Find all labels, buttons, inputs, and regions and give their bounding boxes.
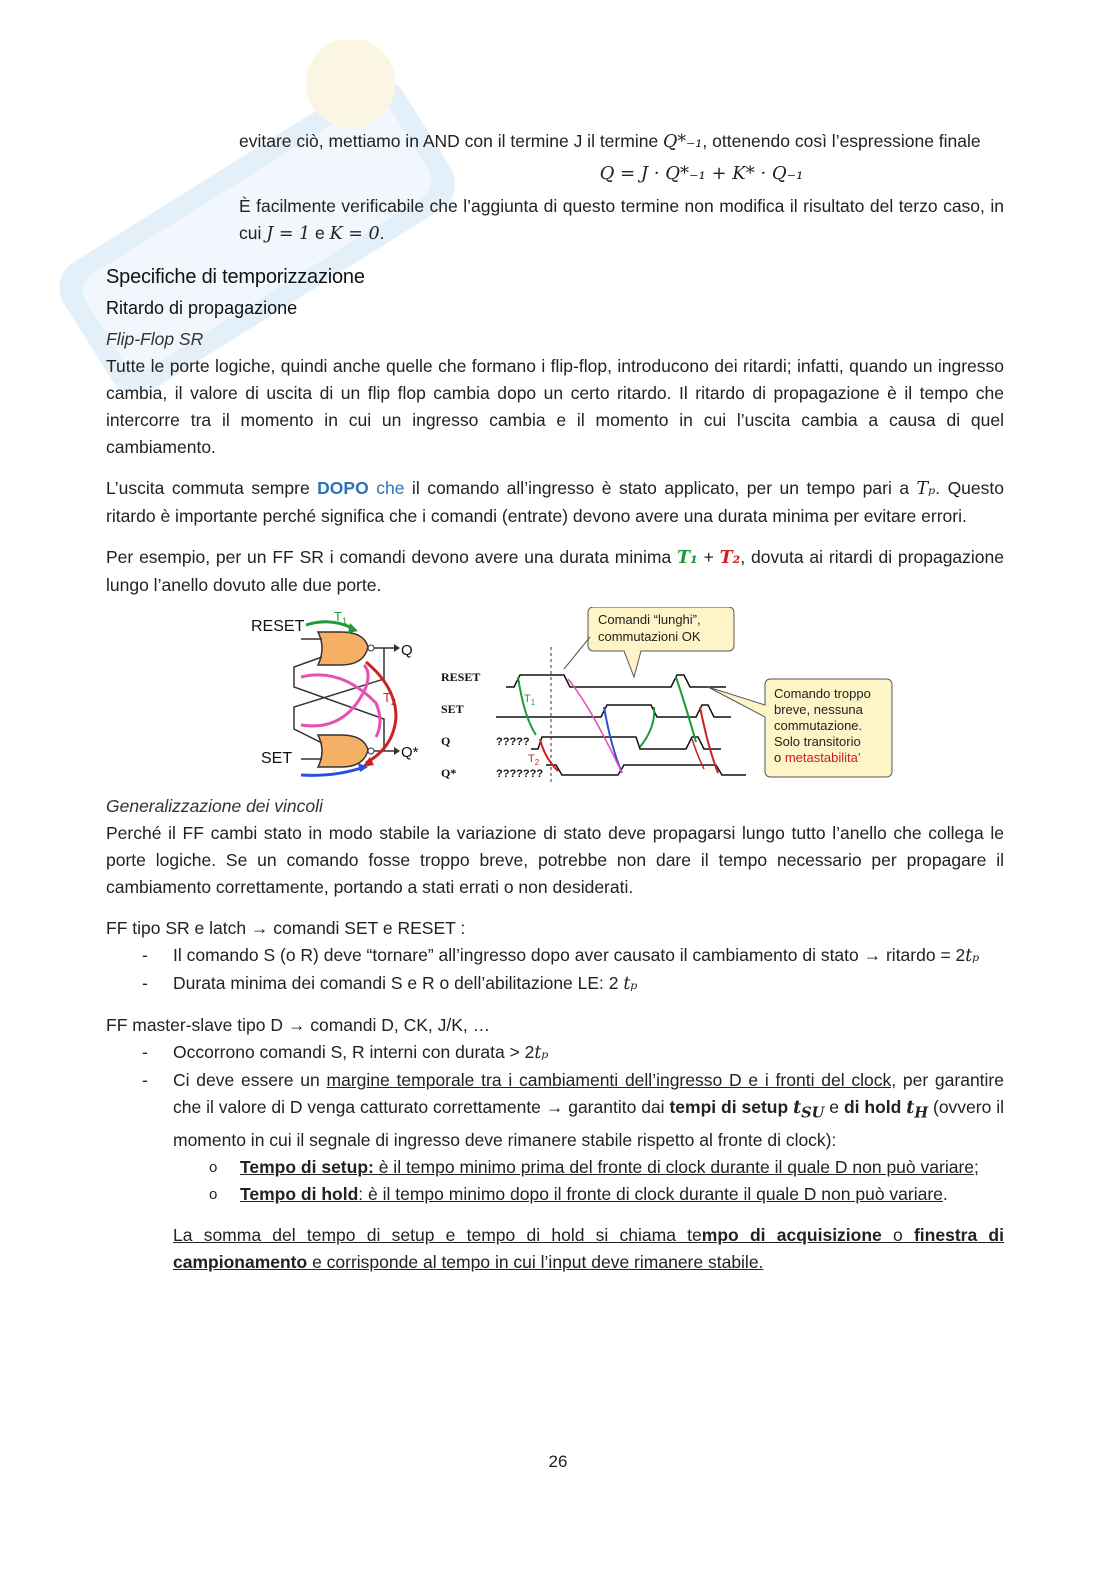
nor-bubble-top xyxy=(368,645,374,651)
list-item: - Ci deve essere un margine temporale tra i cambiamenti dell’ingresso D e i fronti del clock, per garantire che il valore di D venga catturato correttamente → garantito dai tempi di setup $t_{SU}$ e di hold $t_H$ (ovvero il momento in cui il segnale di ingresso deve rimanere stabile rispetto al fronte di clock): o Tempo di setup: è il tempo minimo prima del fronte di clock durante il quale D non può variare; o Tempo di hold: è il tempo minimo dopo il fronte di clock durante il quale D non può variare. xyxy=(142,1067,1004,1208)
list-item: - Occorrono comandi S, R interni con durata > 2tₚ xyxy=(142,1039,1004,1067)
master-slave-heading: FF master-slave tipo D → comandi D, CK, J/K, … xyxy=(106,1015,491,1035)
list-item: o Tempo di hold: è il tempo minimo dopo il fronte di clock durante il quale D non può variare. xyxy=(209,1181,1004,1208)
generalization-paragraph: Perché il FF cambi stato in modo stabile la variazione di stato deve propagarsi lungo tutto l’anello che collega le porte logiche. Se un comando fosse troppo breve, potrebbe non dare il tempo necessario per propagare il cambiamento correttamente, portando a stati errati o non desiderati. xyxy=(106,823,1004,897)
qstar-unknown: ??????? xyxy=(496,768,544,780)
timing-t2: $T_2$ xyxy=(528,753,540,767)
callout1-line1: Comandi “lunghi”, xyxy=(598,612,701,627)
generalization-heading: Generalizzazione dei vincoli xyxy=(106,796,323,816)
sr-latch-list xyxy=(106,942,1004,998)
callout2-line5: o metastabilita’ xyxy=(774,750,861,765)
callout2-line4: Solo transitorio xyxy=(774,734,861,749)
callout2-line3: commutazione. xyxy=(774,718,863,733)
master-slave-list xyxy=(106,1039,1004,1208)
subsection-title: Ritardo di propagazione xyxy=(106,298,298,318)
label-qstar: Q* xyxy=(401,744,419,761)
section-title: Specifiche di temporizzazione xyxy=(106,266,365,288)
t2-term: T₂ xyxy=(719,548,741,568)
callout2-line1: Comando troppo xyxy=(774,686,871,701)
timing-sublist xyxy=(173,1154,1004,1208)
nor-gate-bottom xyxy=(318,735,368,767)
list-item: o Tempo di setup: è il tempo minimo prima del fronte di clock durante il quale D non può variare; xyxy=(209,1154,1004,1181)
ff-sr-heading: Flip-Flop SR xyxy=(106,329,204,349)
callout1-line2: commutazioni OK xyxy=(598,629,701,644)
signal-qstar-label: Q* xyxy=(441,766,457,780)
sr-timing-figure xyxy=(246,607,896,787)
verify-paragraph: È facilmente verificabile che l’aggiunta di questo termine non modifica il risultato del terzo caso, in cui J = 1 e K = 0. xyxy=(239,196,1004,244)
label-q: Q xyxy=(401,642,413,659)
intro-block xyxy=(239,128,1004,248)
signal-reset-label: RESET xyxy=(441,670,481,684)
sr-latch-heading: FF tipo SR e latch → comandi SET e RESET : xyxy=(106,918,466,938)
wave-reset xyxy=(506,675,726,687)
label-reset: RESET xyxy=(251,618,305,635)
nor-bubble-bottom xyxy=(368,748,374,754)
signal-q-label: Q xyxy=(441,734,451,748)
sr-figure-svg xyxy=(246,607,896,787)
t1-term: T₁ xyxy=(677,548,698,568)
summary-paragraph: La somma del tempo di setup e tempo di hold si chiama tempo di acquisizione o finestra di campionamento e corrisponde al tempo in cui l’input deve rimanere stabile. xyxy=(173,1224,1004,1272)
dopo-highlight: DOPO xyxy=(317,478,369,498)
callout2-line2: breve, nessuna xyxy=(774,702,863,717)
intro-paragraph: evitare ciò, mettiamo in AND con il termine J il termine Q*₋₁, ottenendo così l’espressione finale xyxy=(239,131,981,152)
page-content xyxy=(106,128,1004,1276)
page-number: 26 xyxy=(548,1452,568,1471)
signal-set-label: SET xyxy=(441,702,464,716)
list-item: - Durata minima dei comandi S e R o dell’abilitazione LE: 2 tₚ xyxy=(142,970,1004,998)
wave-q xyxy=(531,737,721,749)
label-set: SET xyxy=(261,750,293,767)
output-switch-paragraph: L’uscita commuta sempre DOPO che il comando all’ingresso è stato applicato, per un tempo pari a Tₚ. Questo ritardo è importante perché significa che i comandi (entrate) devono avere una durata minima per evitare errori. xyxy=(106,478,1004,526)
q-unknown: ????? xyxy=(496,736,530,748)
propagation-paragraph: Tutte le porte logiche, quindi anche quelle che formano i flip-flop, introducono dei ritardi; infatti, quando un ingresso cambia, il valore di uscita di un flip flop cambia dopo un certo ritardo. Il ritardo di propagazione è il tempo che intercorre tra il momento in cui un ingresso cambia e il momento in cui l’uscita cambia a causa di quel cambiamento. xyxy=(106,356,1004,457)
final-formula: Q = J · Q*₋₁ + K* · Q₋₁ xyxy=(599,163,804,184)
example-paragraph: Per esempio, per un FF SR i comandi devono avere una durata minima T₁ + T₂, dovuta ai ritardi di propagazione lungo l’anello dovuto alle due porte. xyxy=(106,547,1004,595)
arrow-t2-label: $T_2$ xyxy=(383,690,396,707)
timing-t1: $T_1$ xyxy=(524,693,536,707)
nor-gate-top xyxy=(318,632,368,665)
list-item: - Il comando S (o R) deve “tornare” all’ingresso dopo aver causato il cambiamento di stato → ritardo = 2tₚ xyxy=(142,942,1004,970)
arrow-t1-label: $T_1$ xyxy=(334,609,347,626)
term-q-star: Q*₋₁ xyxy=(663,132,703,152)
